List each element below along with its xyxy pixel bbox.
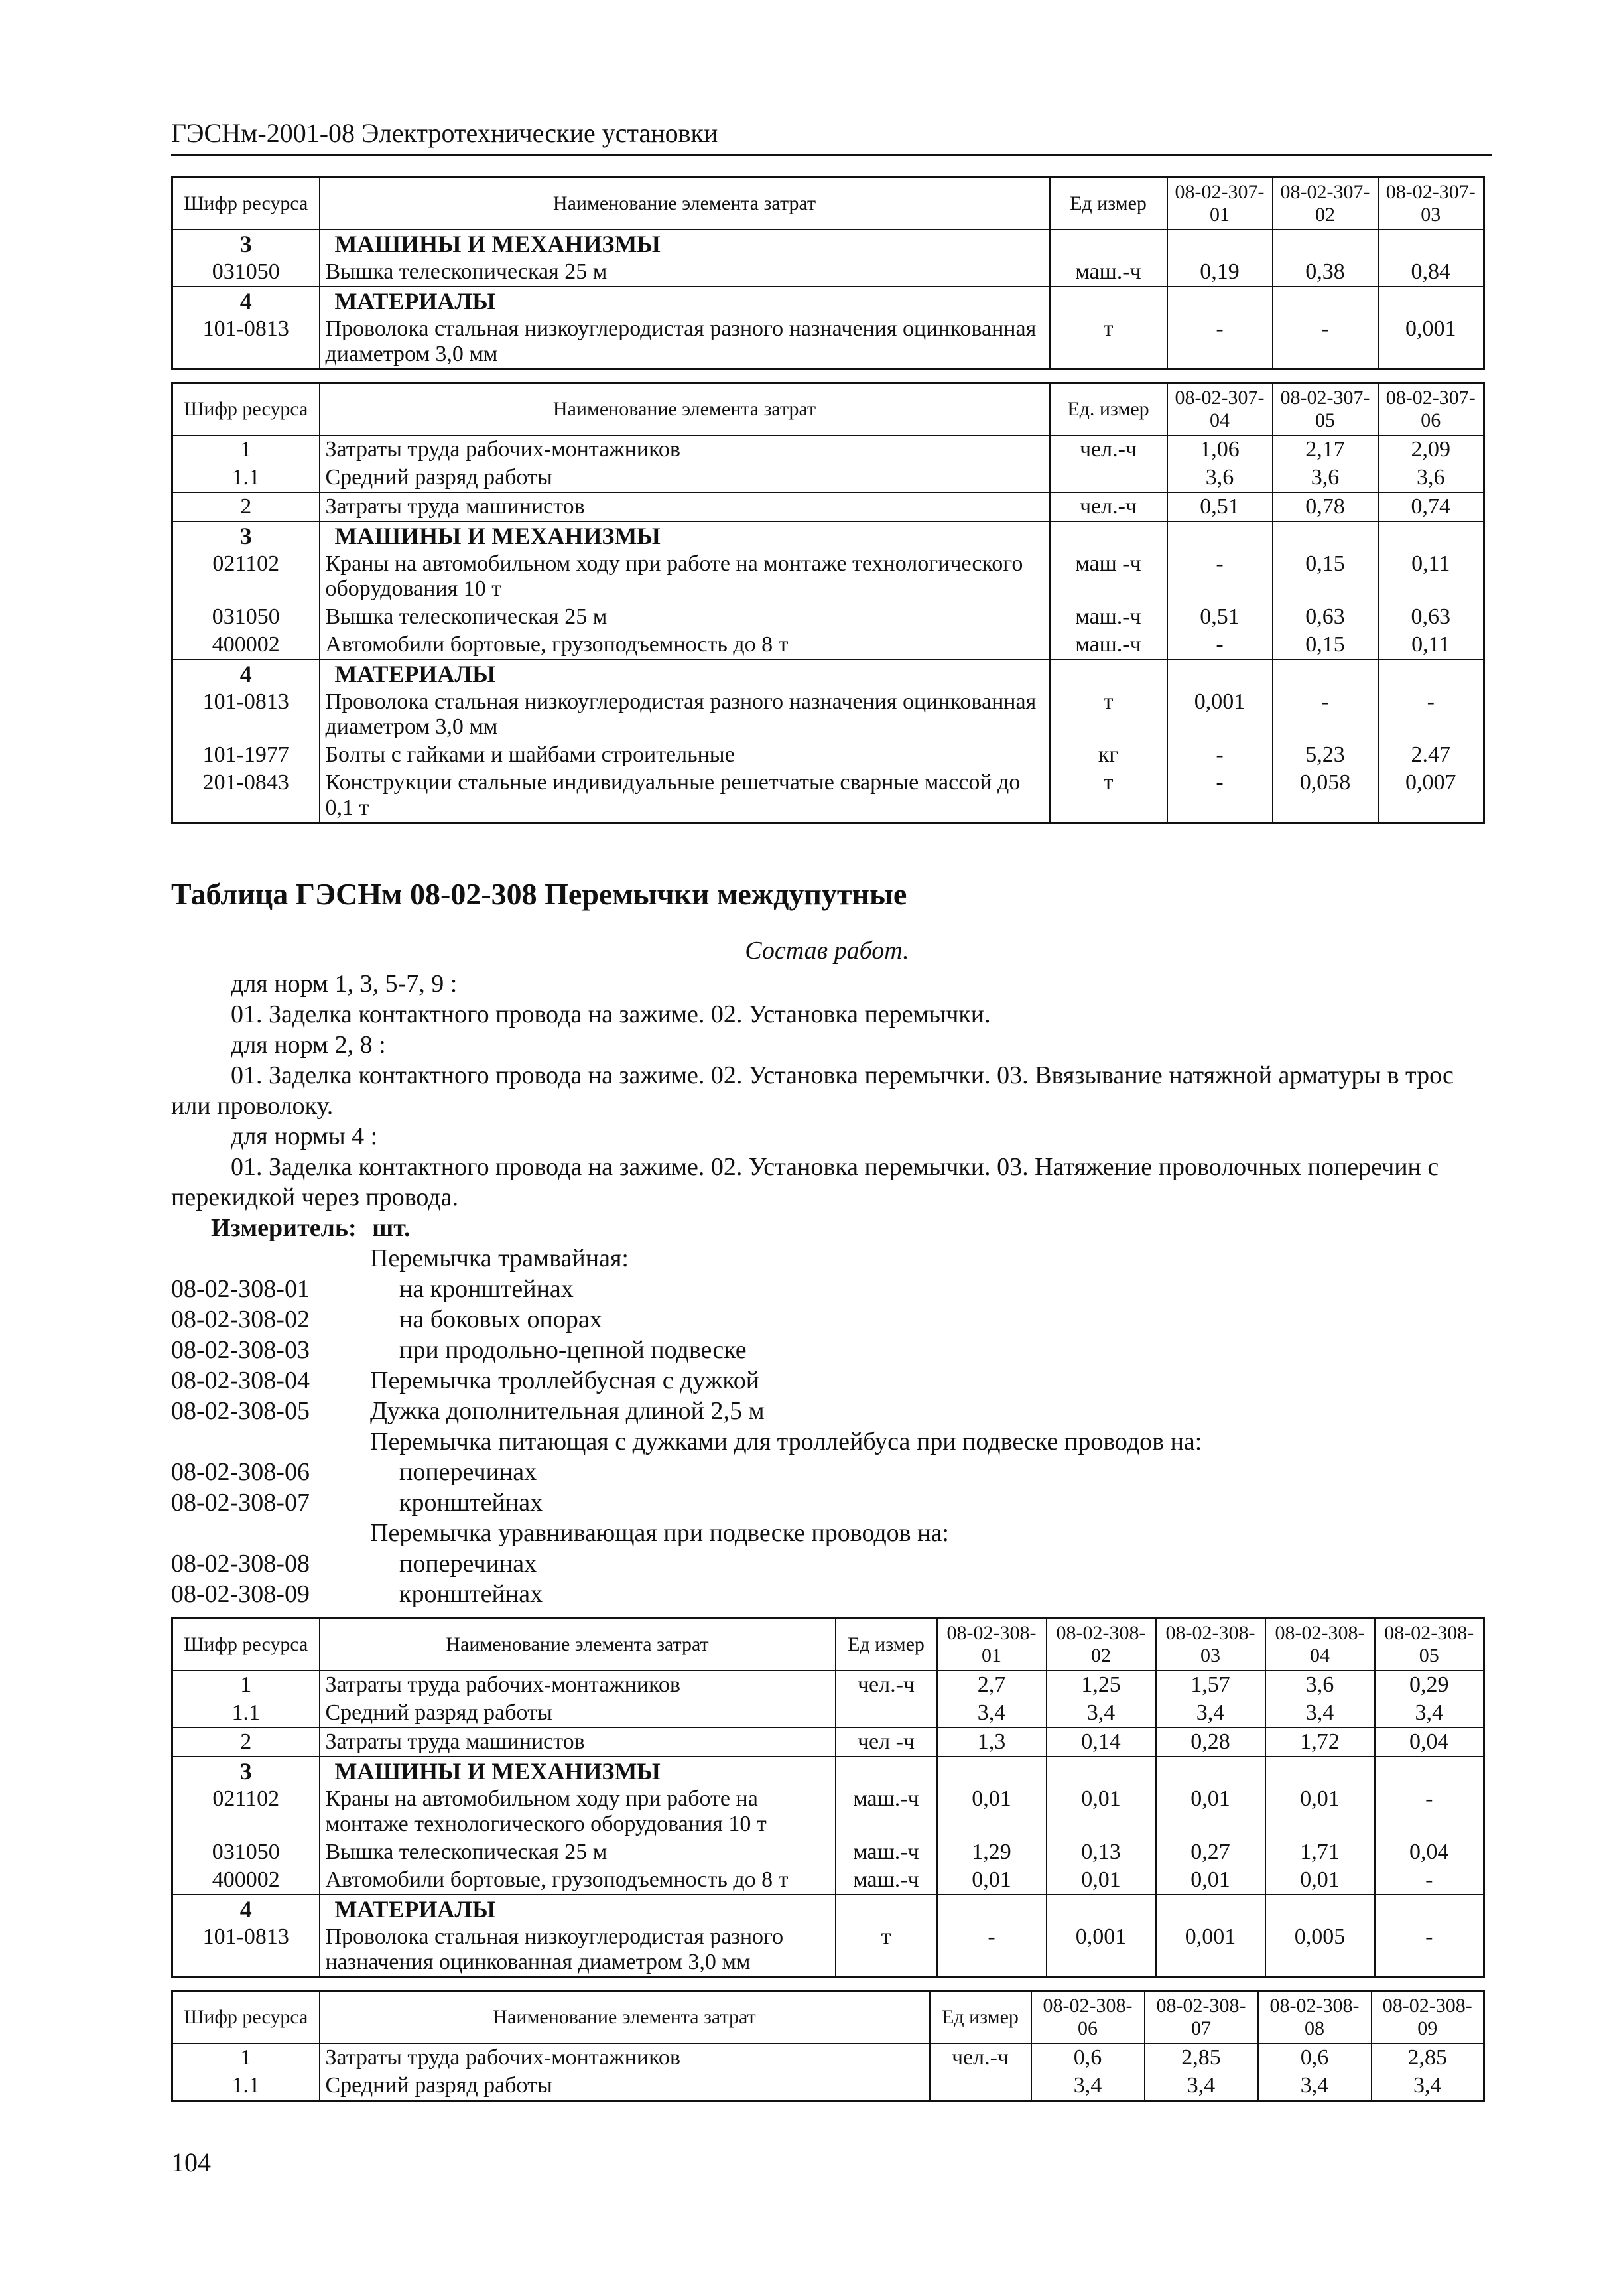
norm-description: Дужка дополнительная длиной 2,5 м [370, 1397, 765, 1425]
value-cell: 0,11 [1378, 550, 1484, 603]
table-row [172, 435, 1484, 464]
value-cell [1378, 230, 1484, 258]
norm-item [171, 1304, 1483, 1335]
cost-element-name: Затраты труда машинистов [320, 1727, 836, 1757]
resource-table-308-06-09 [171, 1990, 1485, 2102]
resource-code: 2 [172, 1727, 320, 1757]
value-cell: 0,058 [1273, 769, 1378, 823]
value-cell [1047, 1895, 1156, 1923]
header-row [172, 1992, 1484, 2044]
cost-element-name: МАШИНЫ И МЕХАНИЗМЫ [320, 521, 1050, 550]
column-header: Ед измер [930, 1992, 1031, 2044]
resource-code: 101-0813 [172, 1923, 320, 1978]
composition-heading: Состав работ. [745, 937, 909, 965]
value-cell [1273, 287, 1378, 315]
resource-code: 021102 [172, 550, 320, 603]
value-cell: 2,7 [937, 1670, 1047, 1699]
column-header: 08-02-307-01 [1167, 178, 1273, 230]
cost-element-name: Автомобили бортовые, грузоподъемность до 8 т [320, 631, 1050, 659]
value-cell: 0,13 [1047, 1838, 1156, 1866]
value-cell: 0,63 [1273, 603, 1378, 631]
value-cell: 0,01 [1156, 1866, 1265, 1895]
norm-item [171, 1365, 1483, 1396]
header-row [172, 383, 1484, 436]
norm-item [171, 1396, 1483, 1426]
table-row [172, 2043, 1484, 2072]
section-row [172, 1757, 1484, 1785]
table-row [172, 769, 1484, 823]
value-cell: 2,85 [1372, 2043, 1484, 2072]
norm-group-label: для норм 2, 8 : [231, 1031, 386, 1059]
cost-element-name: Затраты труда рабочих-монтажников [320, 1670, 836, 1699]
norm-description: кронштейнах [399, 1580, 543, 1608]
value-cell: 0,01 [937, 1866, 1047, 1895]
column-header: Ед. измер [1050, 383, 1167, 436]
cost-element-name: Вышка телескопическая 25 м [320, 258, 1050, 287]
cost-element-name: МАШИНЫ И МЕХАНИЗМЫ [320, 230, 1050, 258]
section-row [172, 230, 1484, 258]
column-header: Наименование элемента затрат [320, 1992, 930, 2044]
norm-code: 08-02-308-02 [171, 1306, 310, 1333]
cost-element-name: Болты с гайками и шайбами строительные [320, 741, 1050, 769]
table-row [172, 315, 1484, 370]
table-row [172, 1838, 1484, 1866]
resource-code: 101-0813 [172, 688, 320, 741]
unit-cell [1050, 230, 1167, 258]
resource-code: 101-0813 [172, 315, 320, 370]
value-cell: - [1167, 741, 1273, 769]
value-cell [937, 1757, 1047, 1785]
column-header: Шифр ресурса [172, 1619, 320, 1671]
value-cell: 3,4 [1031, 2072, 1145, 2101]
unit-cell: чел.-ч [930, 2043, 1031, 2072]
value-cell: - [1167, 315, 1273, 370]
column-header: 08-02-308-04 [1265, 1619, 1375, 1671]
cost-element-name: Затраты труда рабочих-монтажников [320, 2043, 930, 2072]
value-cell: 1,25 [1047, 1670, 1156, 1699]
resource-code: 031050 [172, 1838, 320, 1866]
section-row [172, 521, 1484, 550]
value-cell: - [1375, 1785, 1484, 1838]
table-row [172, 492, 1484, 521]
cost-element-name: МАШИНЫ И МЕХАНИЗМЫ [320, 1757, 836, 1785]
norm-code: 08-02-308-08 [171, 1550, 310, 1578]
value-cell: 0,19 [1167, 258, 1273, 287]
cost-element-name: Затраты труда рабочих-монтажников [320, 435, 1050, 464]
value-cell [1167, 659, 1273, 688]
norm-description: Перемычка уравнивающая при подвеске проводов на: [370, 1519, 949, 1547]
value-cell: - [1167, 550, 1273, 603]
value-cell [1167, 230, 1273, 258]
resource-code: 4 [172, 287, 320, 315]
cost-element-name: Затраты труда машинистов [320, 492, 1050, 521]
value-cell: 0,28 [1156, 1727, 1265, 1757]
cost-element-name: Краны на автомобильном ходу при работе на монтаже технологического оборудования 10 т [320, 550, 1050, 603]
norm-description: на кронштейнах [399, 1275, 574, 1303]
norm-item [171, 1579, 1483, 1609]
cost-element-name: Средний разряд работы [320, 2072, 930, 2101]
value-cell: 3,6 [1378, 464, 1484, 492]
meter-line [171, 1213, 1483, 1243]
page-number: 104 [171, 2147, 211, 2177]
value-cell [1265, 1757, 1375, 1785]
value-cell: 3,4 [1156, 1699, 1265, 1727]
value-cell: 3,4 [1372, 2072, 1484, 2101]
value-cell: 0,001 [1047, 1923, 1156, 1978]
value-cell: 0,007 [1378, 769, 1484, 823]
column-header: 08-02-308-09 [1372, 1992, 1484, 2044]
resource-code: 400002 [172, 631, 320, 659]
value-cell: 3,6 [1273, 464, 1378, 492]
norm-description: Перемычка питающая с дужками для троллейбуса при подвеске проводов на: [370, 1428, 1202, 1455]
column-header: 08-02-308-03 [1156, 1619, 1265, 1671]
unit-cell [930, 2072, 1031, 2101]
cost-element-name: Конструкции стальные индивидуальные решетчатые сварные массой до 0,1 т [320, 769, 1050, 823]
work-steps: 01. Заделка контактного провода на зажиме. 02. Установка перемычки. [231, 1000, 991, 1028]
value-cell: - [1273, 315, 1378, 370]
table-row [172, 741, 1484, 769]
column-header: 08-02-308-02 [1047, 1619, 1156, 1671]
unit-cell: маш -ч [1050, 550, 1167, 603]
resource-code: 3 [172, 521, 320, 550]
norm-item [171, 1457, 1483, 1487]
value-cell: 0,14 [1047, 1727, 1156, 1757]
table-row [172, 258, 1484, 287]
value-cell: - [937, 1923, 1047, 1978]
unit-cell: маш.-ч [1050, 258, 1167, 287]
unit-cell: чел.-ч [1050, 435, 1167, 464]
column-header: 08-02-308-06 [1031, 1992, 1145, 2044]
norm-description: поперечинах [399, 1458, 537, 1486]
norm-description: поперечинах [399, 1550, 537, 1578]
unit-cell: т [836, 1923, 937, 1978]
unit-cell [836, 1757, 937, 1785]
norm-code: 08-02-308-03 [171, 1336, 310, 1364]
resource-code: 1.1 [172, 464, 320, 492]
value-cell: 0,6 [1031, 2043, 1145, 2072]
unit-cell: т [1050, 688, 1167, 741]
unit-cell: чел.-ч [1050, 492, 1167, 521]
value-cell [1378, 521, 1484, 550]
norm-item [171, 1426, 1483, 1457]
value-cell [1375, 1757, 1484, 1785]
value-cell: 3,4 [937, 1699, 1047, 1727]
value-cell: 0,04 [1375, 1838, 1484, 1866]
value-cell: 0,38 [1273, 258, 1378, 287]
value-cell: 0,51 [1167, 603, 1273, 631]
value-cell: 0,15 [1273, 631, 1378, 659]
value-cell: 1,57 [1156, 1670, 1265, 1699]
column-header: 08-02-307-05 [1273, 383, 1378, 436]
cost-element-name: Проволока стальная низкоуглеродистая разного назначения оцинкованная диаметром 3,0 мм [320, 688, 1050, 741]
value-cell: 0,01 [1047, 1866, 1156, 1895]
value-cell: 3,4 [1265, 1699, 1375, 1727]
column-header: Шифр ресурса [172, 1992, 320, 2044]
table-row [172, 1699, 1484, 1727]
value-cell: 0,001 [1378, 315, 1484, 370]
table-row [172, 1923, 1484, 1978]
value-cell: 0,01 [937, 1785, 1047, 1838]
resource-code: 1 [172, 1670, 320, 1699]
norm-item [171, 1335, 1483, 1365]
table-row [172, 2072, 1484, 2101]
value-cell: 0,63 [1378, 603, 1484, 631]
cost-element-name: Проволока стальная низкоуглеродистая разного назначения оцинкованная диаметром 3,0 мм [320, 315, 1050, 370]
header-row [172, 178, 1484, 230]
resource-code: 101-1977 [172, 741, 320, 769]
resource-table-307-04-06 [171, 382, 1485, 824]
column-header: Наименование элемента затрат [320, 383, 1050, 436]
unit-cell: чел.-ч [836, 1670, 937, 1699]
column-header: 08-02-307-04 [1167, 383, 1273, 436]
value-cell: - [1378, 688, 1484, 741]
value-cell: 2.47 [1378, 741, 1484, 769]
meter-value: шт. [372, 1214, 411, 1242]
column-header: 08-02-308-07 [1145, 1992, 1258, 2044]
cost-element-name: Краны на автомобильном ходу при работе на монтаже технологического оборудования 10 т [320, 1785, 836, 1838]
section-title: Таблица ГЭСНм 08-02-308 Перемычки междупутные [171, 877, 907, 911]
meter-label: Измеритель: [211, 1214, 357, 1242]
norm-code: 08-02-308-06 [171, 1458, 310, 1486]
header-row [172, 1619, 1484, 1671]
column-header: Ед измер [836, 1619, 937, 1671]
unit-cell [1050, 659, 1167, 688]
norm-code: 08-02-308-05 [171, 1397, 310, 1425]
norm-group-label: для норм 1, 3, 5-7, 9 : [231, 970, 458, 998]
column-header: 08-02-307-03 [1378, 178, 1484, 230]
value-cell: 1,72 [1265, 1727, 1375, 1757]
table-row [172, 464, 1484, 492]
resource-table-307-01-03 [171, 176, 1485, 370]
norm-item [171, 1487, 1483, 1518]
column-header: 08-02-307-06 [1378, 383, 1484, 436]
section-row [172, 659, 1484, 688]
value-cell [1273, 659, 1378, 688]
norm-description: при продольно-цепной подвеске [399, 1336, 747, 1364]
unit-cell: маш.-ч [836, 1866, 937, 1895]
cost-element-name: МАТЕРИАЛЫ [320, 659, 1050, 688]
value-cell: 0,04 [1375, 1727, 1484, 1757]
value-cell: 3,4 [1375, 1699, 1484, 1727]
norm-group-label: для нормы 4 : [231, 1122, 378, 1150]
cost-element-name: МАТЕРИАЛЫ [320, 1895, 836, 1923]
column-header: 08-02-307-02 [1273, 178, 1378, 230]
cost-element-name: Средний разряд работы [320, 464, 1050, 492]
value-cell: 3,4 [1145, 2072, 1258, 2101]
value-cell: 0,84 [1378, 258, 1484, 287]
norm-code: 08-02-308-07 [171, 1489, 310, 1517]
work-steps: 01. Заделка контактного провода на зажиме. 02. Установка перемычки. 03. Натяжение проволочных поперечин с перекидкой через провода. [171, 1153, 1439, 1211]
cost-element-name: Вышка телескопическая 25 м [320, 1838, 836, 1866]
unit-cell: маш.-ч [1050, 603, 1167, 631]
value-cell: 0,78 [1273, 492, 1378, 521]
resource-code: 1.1 [172, 2072, 320, 2101]
resource-code: 1.1 [172, 1699, 320, 1727]
value-cell: 0,01 [1265, 1785, 1375, 1838]
unit-cell: маш.-ч [1050, 631, 1167, 659]
unit-cell [836, 1895, 937, 1923]
unit-cell [836, 1699, 937, 1727]
value-cell: 2,85 [1145, 2043, 1258, 2072]
section-row [172, 1895, 1484, 1923]
cost-element-name: Средний разряд работы [320, 1699, 836, 1727]
norm-description: Перемычка троллейбусная с дужкой [370, 1367, 760, 1394]
work-composition [171, 969, 1483, 1243]
norm-description: Перемычка трамвайная: [370, 1245, 629, 1272]
resource-code: 031050 [172, 258, 320, 287]
work-steps: 01. Заделка контактного провода на зажиме. 02. Установка перемычки. 03. Ввязывание натяжной арматуры в трос или проволоку. [171, 1061, 1454, 1120]
value-cell: 0,11 [1378, 631, 1484, 659]
column-header: 08-02-308-05 [1375, 1619, 1484, 1671]
value-cell: 3,4 [1258, 2072, 1372, 2101]
unit-cell: чел -ч [836, 1727, 937, 1757]
value-cell: 1,29 [937, 1838, 1047, 1866]
column-header: Наименование элемента затрат [320, 1619, 836, 1671]
value-cell: 0,01 [1047, 1785, 1156, 1838]
value-cell [1265, 1895, 1375, 1923]
resource-code: 3 [172, 1757, 320, 1785]
value-cell: 0,01 [1265, 1866, 1375, 1895]
table-row [172, 550, 1484, 603]
unit-cell: т [1050, 315, 1167, 370]
unit-cell: кг [1050, 741, 1167, 769]
value-cell [1378, 659, 1484, 688]
norm-item [171, 1548, 1483, 1579]
resource-code: 3 [172, 230, 320, 258]
value-cell [1047, 1757, 1156, 1785]
column-header: Шифр ресурса [172, 178, 320, 230]
norm-item [171, 1518, 1483, 1548]
norm-code-list [171, 1243, 1483, 1609]
column-header: Ед измер [1050, 178, 1167, 230]
value-cell: 0,001 [1167, 688, 1273, 741]
value-cell: 0,74 [1378, 492, 1484, 521]
cost-element-name: Автомобили бортовые, грузоподъемность до 8 т [320, 1866, 836, 1895]
section-row [172, 287, 1484, 315]
value-cell: 3,6 [1167, 464, 1273, 492]
page-header: ГЭСНм-2001-08 Электротехнические установки [171, 117, 1492, 156]
resource-table-308-01-05 [171, 1617, 1485, 1978]
norm-code: 08-02-308-01 [171, 1275, 310, 1303]
norm-code: 08-02-308-04 [171, 1367, 310, 1394]
resource-code: 021102 [172, 1785, 320, 1838]
value-cell [1167, 287, 1273, 315]
value-cell: 1,06 [1167, 435, 1273, 464]
value-cell: 0,6 [1258, 2043, 1372, 2072]
resource-code: 400002 [172, 1866, 320, 1895]
value-cell: - [1167, 769, 1273, 823]
resource-code: 201-0843 [172, 769, 320, 823]
value-cell: 0,51 [1167, 492, 1273, 521]
unit-cell [1050, 521, 1167, 550]
value-cell: - [1375, 1923, 1484, 1978]
unit-cell: маш.-ч [836, 1838, 937, 1866]
table-row [172, 631, 1484, 659]
cost-element-name: Вышка телескопическая 25 м [320, 603, 1050, 631]
value-cell [1167, 521, 1273, 550]
resource-code: 1 [172, 435, 320, 464]
value-cell: - [1167, 631, 1273, 659]
value-cell: 5,23 [1273, 741, 1378, 769]
value-cell: 2,17 [1273, 435, 1378, 464]
value-cell [1378, 287, 1484, 315]
value-cell [1156, 1895, 1265, 1923]
value-cell: 1,3 [937, 1727, 1047, 1757]
value-cell: 2,09 [1378, 435, 1484, 464]
unit-cell: маш.-ч [836, 1785, 937, 1838]
value-cell [1156, 1757, 1265, 1785]
norm-description: кронштейнах [399, 1489, 543, 1517]
column-header: Наименование элемента затрат [320, 178, 1050, 230]
cost-element-name: МАТЕРИАЛЫ [320, 287, 1050, 315]
table-row [172, 688, 1484, 741]
resource-code: 2 [172, 492, 320, 521]
value-cell: - [1375, 1866, 1484, 1895]
value-cell: 3,4 [1047, 1699, 1156, 1727]
resource-code: 031050 [172, 603, 320, 631]
value-cell [1273, 521, 1378, 550]
table-row [172, 1670, 1484, 1699]
column-header: 08-02-308-08 [1258, 1992, 1372, 2044]
value-cell: 0,005 [1265, 1923, 1375, 1978]
value-cell: 0,29 [1375, 1670, 1484, 1699]
unit-cell [1050, 287, 1167, 315]
table-row [172, 1785, 1484, 1838]
norm-item [171, 1274, 1483, 1304]
table-row [172, 1866, 1484, 1895]
value-cell: 0,15 [1273, 550, 1378, 603]
resource-code: 4 [172, 1895, 320, 1923]
table-row [172, 603, 1484, 631]
column-header: Шифр ресурса [172, 383, 320, 436]
value-cell [1273, 230, 1378, 258]
cost-element-name: Проволока стальная низкоуглеродистая разного назначения оцинкованная диаметром 3,0 мм [320, 1923, 836, 1978]
value-cell: 3,6 [1265, 1670, 1375, 1699]
unit-cell: т [1050, 769, 1167, 823]
table-row [172, 1727, 1484, 1757]
resource-code: 1 [172, 2043, 320, 2072]
norm-code: 08-02-308-09 [171, 1580, 310, 1608]
value-cell: - [1273, 688, 1378, 741]
norm-item [171, 1243, 1483, 1274]
value-cell [1375, 1895, 1484, 1923]
value-cell: 0,27 [1156, 1838, 1265, 1866]
unit-cell [1050, 464, 1167, 492]
value-cell: 0,01 [1156, 1785, 1265, 1838]
column-header: 08-02-308-01 [937, 1619, 1047, 1671]
value-cell [937, 1895, 1047, 1923]
resource-code: 4 [172, 659, 320, 688]
value-cell: 0,001 [1156, 1923, 1265, 1978]
value-cell: 1,71 [1265, 1838, 1375, 1866]
norm-description: на боковых опорах [399, 1306, 602, 1333]
